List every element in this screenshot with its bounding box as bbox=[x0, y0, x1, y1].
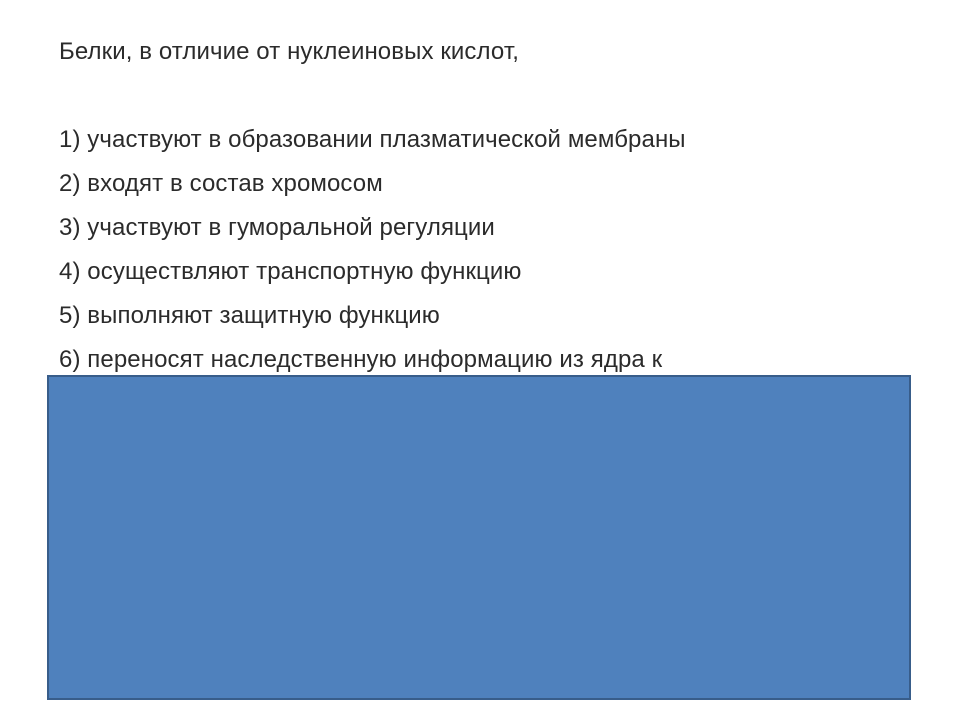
question-title: Белки, в отличие от нуклеиновых кислот, bbox=[59, 38, 520, 65]
option-6: 6) переносят наследственную информацию из ядра к bbox=[59, 346, 663, 373]
question-text-block bbox=[59, 30, 919, 382]
answer-cover-rectangle[interactable] bbox=[47, 375, 911, 700]
option-3: 3) участвуют в гуморальной регуляции bbox=[59, 214, 495, 241]
option-5: 5) выполняют защитную функцию bbox=[59, 302, 440, 329]
blank-line bbox=[59, 74, 919, 118]
option-1: 1) участвуют в образовании плазматической мембраны bbox=[59, 126, 686, 153]
option-2: 2) входят в состав хромосом bbox=[59, 170, 383, 197]
option-4: 4) осуществляют транспортную функцию bbox=[59, 258, 522, 285]
